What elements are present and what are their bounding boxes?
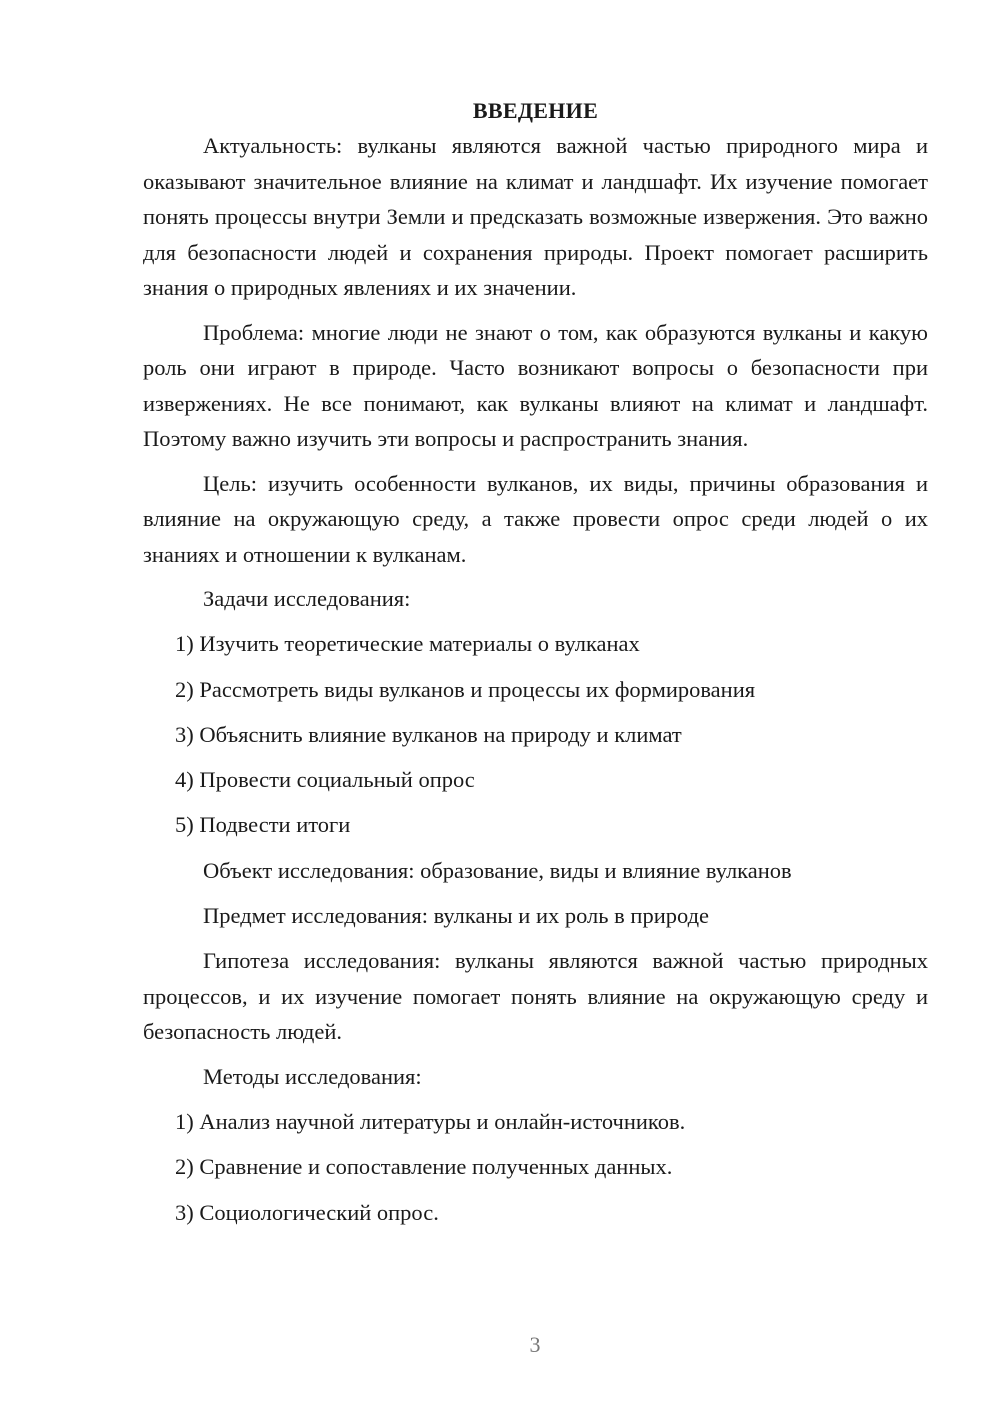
task-item-3: 3) Объяснить влияние вулканов на природу и климат xyxy=(175,721,682,747)
research-subject: Предмет исследования: вулканы и их роль в природе xyxy=(203,903,710,929)
page-content xyxy=(143,96,928,1240)
task-item-2: 2) Рассмотреть виды вулканов и процессы их формирования xyxy=(175,676,756,702)
method-item-3: 3) Социологический опрос. xyxy=(175,1199,439,1225)
problem-paragraph: Проблема: многие люди не знают о том, как образуются вулканы и какую роль они играют в природе. Часто возникают вопросы о безопасности при извержениях. Не все понимают, как вулканы влияют на климат и ландшафт. Поэтому важно изучить эти вопросы и распространить знания. xyxy=(143,319,928,451)
goal-paragraph: Цель: изучить особенности вулканов, их виды, причины образования и влияние на окружающую среду, а также провести опрос среди людей о их знаниях и отношении к вулканам. xyxy=(143,470,928,567)
relevance-paragraph: Актуальность: вулканы являются важной частью природного мира и оказывают значительное влияние на климат и ландшафт. Их изучение помогает понять процессы внутри Земли и предсказать возможные извержения. Это важно для безопасности людей и сохранения природы. Проект помогает расширить знания о природных явлениях и их значении. xyxy=(143,133,928,300)
section-title: ВВЕДЕНИЕ xyxy=(472,98,599,123)
task-item-5: 5) Подвести итоги xyxy=(175,812,351,838)
method-item-1: 1) Анализ научной литературы и онлайн-источников. xyxy=(175,1109,686,1135)
task-item-1: 1) Изучить теоретические материалы о вулканах xyxy=(175,631,640,657)
hypothesis-paragraph: Гипотеза исследования: вулканы являются важной частью природных процессов, и их изучение помогает понять влияние на окружающую среду и безопасность людей. xyxy=(143,948,928,1045)
task-item-4: 4) Провести социальный опрос xyxy=(175,767,475,793)
method-item-2: 2) Сравнение и сопоставление полученных данных. xyxy=(175,1154,673,1180)
page-number: 3 xyxy=(529,1332,541,1357)
methods-heading: Методы исследования: xyxy=(203,1063,422,1089)
research-object: Объект исследования: образование, виды и влияние вулканов xyxy=(203,857,792,883)
tasks-heading: Задачи исследования: xyxy=(203,586,411,611)
